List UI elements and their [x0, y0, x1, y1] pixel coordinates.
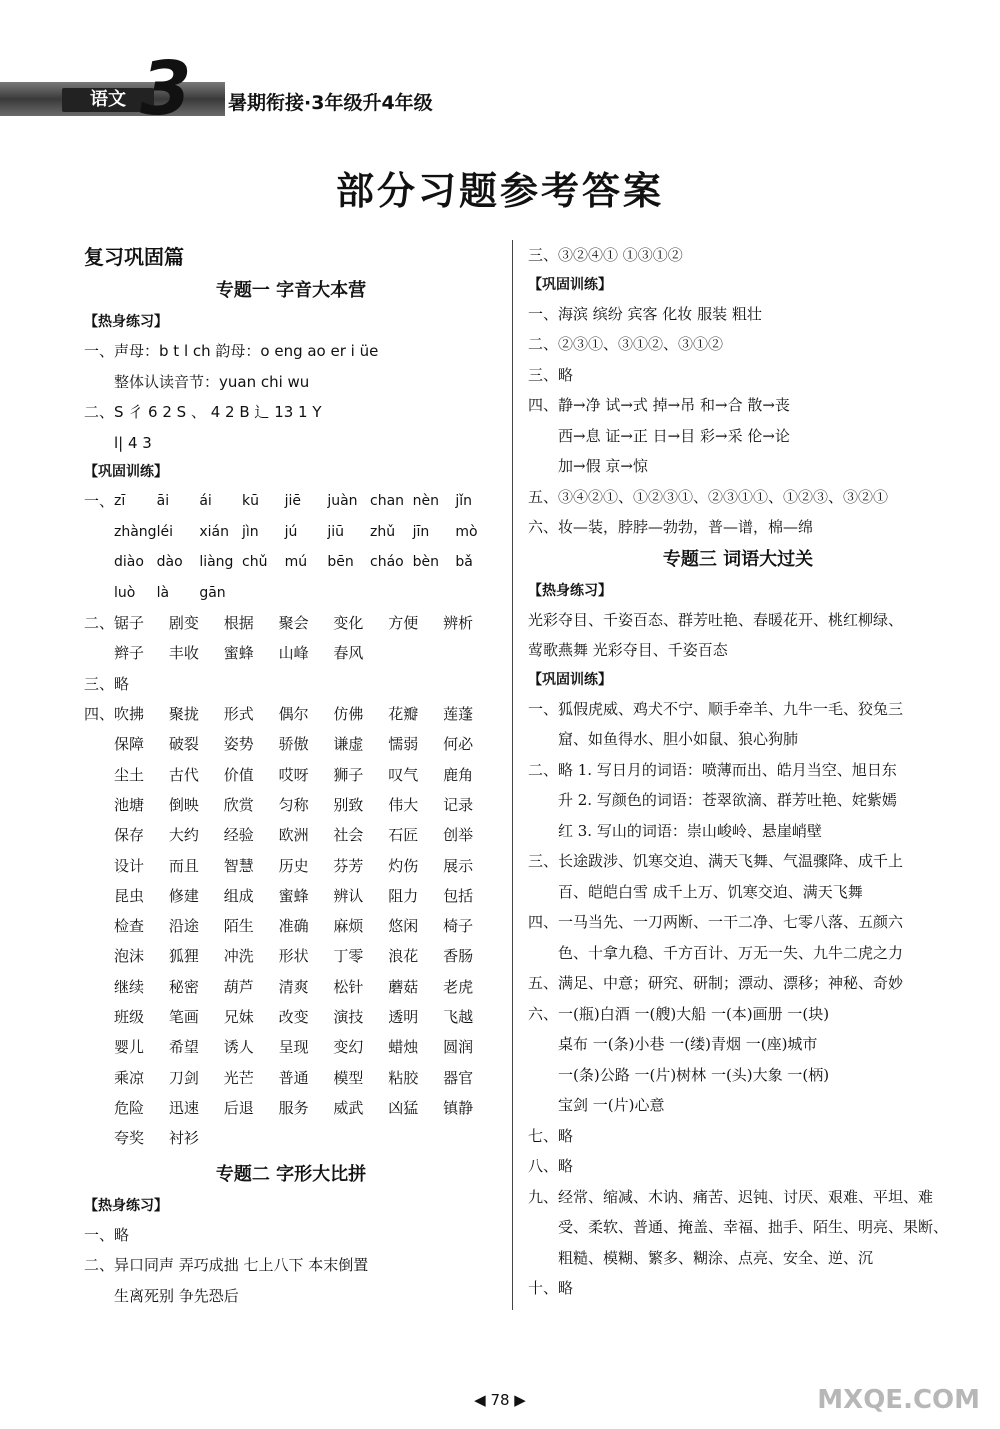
answer-line: 三、略	[84, 674, 130, 693]
word-grid	[84, 608, 498, 669]
word-item: 威武	[333, 1098, 364, 1117]
word-item: 香肠	[443, 947, 474, 966]
pinyin-item: chǔ	[242, 554, 268, 570]
subject-tag: 语文	[62, 88, 154, 112]
word-item: 姿势	[223, 735, 254, 754]
answer-line: 西→息 证→正 日→目 彩→采 伦→论	[558, 426, 790, 445]
word-item: 古代	[168, 765, 199, 784]
pinyin-item: kū	[242, 493, 259, 509]
pinyin-item: bēn	[327, 554, 354, 570]
word-item: 偶尔	[278, 705, 309, 724]
word-item: 鹿角	[443, 765, 474, 784]
answer-line: 四、静→净 试→式 掉→吊 和→合 散→丧	[528, 396, 790, 414]
word-item: 镇静	[443, 1098, 474, 1117]
answer-line: 八、略	[528, 1157, 574, 1175]
topic-heading: 专题一 字音大本营	[215, 280, 367, 301]
word-item: 呈现	[278, 1038, 309, 1057]
answer-line: 三、③②④① ①③①②	[528, 246, 683, 264]
word-item: 椅子	[443, 917, 474, 936]
subheading: 【巩固训练】	[528, 671, 612, 688]
word-item: 别致	[333, 795, 364, 814]
answer-line: 百、皑皑白雪 成千上万、饥寒交迫、满天飞舞	[558, 882, 863, 901]
word-item: 粘胶	[388, 1068, 419, 1087]
word-item: 莲蓬	[443, 705, 474, 724]
pinyin-item: mò	[455, 523, 478, 540]
word-item: 清爽	[278, 977, 309, 996]
answer-line: 六、一(瓶)白酒 一(艘)大船 一(本)画册 一(块)	[528, 1004, 830, 1023]
word-item: 昆虫	[114, 886, 145, 905]
word-item: 透明	[388, 1008, 419, 1027]
word-item: 变化	[333, 614, 364, 632]
answer-line: 七、略	[528, 1126, 574, 1145]
answer-line: 六、妆—装，脖脖—勃勃，普—谱，棉—绵	[528, 518, 814, 536]
answer-line: 一、狐假虎威、鸡犬不宁、顺手牵羊、九牛一毛、狡兔三	[528, 699, 904, 718]
word-item: 芬芳	[333, 856, 364, 875]
answer-line: 五、满足、中意；研究、研制；漂动、漂移；神秘、奇妙	[528, 974, 904, 992]
word-item: 叹气	[388, 765, 419, 784]
word-item: 灼伤	[388, 856, 419, 875]
word-item: 智慧	[223, 856, 254, 875]
answer-line: 二、S 彳 6 2 S 、 4 2 B 辶 13 1 Y	[84, 403, 322, 421]
word-item: 班级	[114, 1008, 145, 1027]
word-item: 保障	[114, 735, 145, 754]
pinyin-item: gān	[199, 584, 226, 601]
word-item: 蜜蜂	[223, 644, 254, 663]
pinyin-item: bèn	[412, 554, 440, 570]
word-item: 普通	[278, 1068, 309, 1087]
word-item: 形状	[278, 947, 309, 966]
answer-line: 五、③④②①、①②③①、②③①①、①②③、③②①	[528, 487, 889, 506]
answer-line: 色、十拿九稳、千方百计、万无一失、九牛二虎之力	[558, 943, 904, 962]
word-item: 辨析	[443, 614, 474, 632]
answer-line: 桌布 一(条)小巷 一(缕)青烟 一(座)城市	[558, 1035, 818, 1053]
word-item: 狮子	[333, 765, 364, 784]
word-item: 光芒	[223, 1068, 254, 1087]
word-item: 聚会	[278, 614, 309, 632]
word-item: 而且	[168, 856, 199, 875]
word-item: 破裂	[168, 735, 199, 754]
word-item: 池塘	[114, 795, 145, 814]
word-item: 飞越	[443, 1008, 474, 1027]
answer-line: 二、异口同声 弄巧成拙 七上八下 本末倒置	[84, 1256, 369, 1275]
word-item: 变幻	[333, 1038, 364, 1057]
word-item: 圆润	[443, 1038, 474, 1057]
word-item: 社会	[333, 826, 364, 845]
word-item: 花瓣	[388, 705, 419, 724]
word-item: 形式	[223, 705, 254, 724]
pinyin-item: dào	[156, 554, 183, 570]
answer-line: 生离死别 争先恐后	[114, 1286, 239, 1305]
word-item: 剧变	[168, 614, 199, 632]
answer-line: 一、海滨 缤纷 宾客 化妆 服装 粗壮	[528, 304, 762, 323]
word-item: 葫芦	[223, 977, 254, 996]
word-item: 记录	[443, 795, 474, 814]
word-item: 阻力	[388, 886, 419, 905]
word-item: 泡沫	[114, 947, 145, 966]
word-item: 修建	[168, 886, 199, 905]
word-item: 哎呀	[278, 765, 309, 784]
word-item: 改变	[278, 1008, 309, 1027]
word-item: 凶猛	[388, 1098, 419, 1117]
word-item: 欣赏	[223, 795, 254, 814]
pinyin-item: jiē	[284, 493, 302, 509]
word-item: 浪花	[388, 947, 419, 966]
word-item: 吹拂	[114, 705, 145, 724]
left-column	[84, 240, 498, 1311]
grade-number: 3	[140, 46, 192, 132]
header-subtitle: 暑期衔接·3年级升4年级	[228, 92, 433, 114]
word-item: 蜡烛	[388, 1038, 419, 1057]
word-item: 匀称	[278, 795, 309, 814]
word-item: 仿佛	[333, 705, 364, 724]
pinyin-item: mú	[284, 554, 308, 570]
word-item: 夸奖	[114, 1129, 145, 1148]
word-item: 迅速	[168, 1098, 199, 1117]
question-number: 一、	[84, 492, 115, 510]
answer-line: 光彩夺目、千姿百态、群芳吐艳、春暖花开、桃红柳绿、	[528, 610, 904, 629]
pinyin-item: zī	[114, 493, 126, 509]
pinyin-item: jiū	[327, 523, 344, 540]
word-item: 历史	[278, 856, 309, 875]
word-item: 聚拢	[168, 705, 199, 724]
column-divider	[512, 240, 513, 1310]
word-item: 倒映	[168, 795, 199, 814]
answer-line: 十、略	[528, 1279, 574, 1297]
word-item: 根据	[223, 614, 254, 632]
subheading: 【巩固训练】	[84, 464, 168, 480]
word-item: 春风	[333, 644, 364, 663]
word-item: 松针	[333, 977, 364, 996]
word-item: 锯子	[114, 614, 145, 632]
question-number: 四、	[84, 705, 115, 724]
answer-line: l| 4 3	[114, 433, 152, 452]
word-item: 方便	[388, 614, 419, 632]
pinyin-item: là	[156, 584, 170, 601]
word-item: 悠闲	[388, 917, 419, 936]
word-item: 演技	[333, 1008, 364, 1027]
word-item: 大约	[168, 826, 199, 845]
word-item: 辫子	[114, 644, 145, 663]
answer-line: 二、略 1. 写日月的词语：喷薄而出、皓月当空、旭日东	[528, 760, 897, 779]
word-item: 诱人	[223, 1038, 254, 1057]
word-item: 准确	[278, 917, 309, 936]
answer-line: 一、略	[84, 1225, 130, 1244]
answer-line: 九、经常、缩减、木讷、痛苦、迟钝、讨厌、艰难、平坦、难	[528, 1187, 934, 1206]
pinyin-item: xián	[199, 523, 229, 540]
word-item: 经验	[223, 826, 254, 845]
word-item: 欧洲	[278, 826, 309, 845]
word-item: 谦虚	[333, 735, 364, 754]
word-item: 后退	[223, 1098, 254, 1117]
answer-line: 二、②③①、③①②、③①②	[528, 335, 724, 353]
subheading: 【热身练习】	[84, 314, 168, 330]
word-item: 丁零	[333, 947, 364, 966]
word-item: 狐狸	[168, 947, 199, 966]
answer-line: 整体认读音节：yuan chi wu	[114, 372, 310, 391]
word-item: 笔画	[168, 1008, 199, 1027]
pinyin-item: zhǔ	[370, 523, 396, 540]
page-number: ◀ 78 ▶	[474, 1391, 526, 1409]
pinyin-item: liàng	[199, 554, 234, 570]
word-item: 陌生	[223, 917, 254, 936]
pinyin-item: chan	[370, 493, 405, 509]
word-item: 麻烦	[333, 917, 364, 936]
pinyin-item: cháo	[370, 554, 404, 570]
word-item: 蘑菇	[388, 977, 419, 996]
subheading: 【巩固训练】	[528, 276, 612, 293]
word-item: 尘土	[114, 765, 145, 784]
answer-line: 红 3. 写山的词语：崇山峻岭、悬崖峭壁	[558, 821, 822, 840]
answer-line: 三、略	[528, 365, 574, 384]
word-item: 刀剑	[168, 1068, 199, 1087]
word-item: 希望	[168, 1038, 199, 1057]
question-number: 二、	[84, 614, 115, 632]
word-item: 沿途	[168, 917, 199, 936]
word-item: 创举	[443, 826, 474, 845]
word-item: 骄傲	[278, 735, 309, 754]
word-item: 器官	[443, 1068, 474, 1087]
right-column	[528, 240, 948, 1304]
answer-line: 莺歌燕舞 光彩夺目、千姿百态	[528, 641, 728, 659]
word-item: 山峰	[278, 644, 309, 663]
pinyin-item: āi	[156, 493, 170, 509]
word-item: 设计	[114, 856, 145, 875]
answer-line: 粗糙、模糊、繁多、糊涂、点亮、安全、逆、沉	[558, 1248, 874, 1267]
pinyin-item: juàn	[327, 493, 358, 509]
word-item: 包括	[443, 886, 474, 905]
pinyin-item: diào	[114, 554, 144, 570]
word-item: 兄妹	[223, 1008, 254, 1027]
topic-heading: 专题三 词语大过关	[662, 548, 814, 570]
pinyin-item: léi	[156, 523, 174, 540]
pinyin-grid	[84, 486, 498, 608]
pinyin-item: jú	[284, 523, 298, 540]
word-item: 石匠	[388, 826, 419, 845]
answer-line: 四、一马当先、一刀两断、一干二净、七零八落、五颜六	[528, 913, 904, 931]
pinyin-item: nèn	[412, 493, 440, 509]
section-heading: 复习巩固篇	[84, 245, 184, 269]
word-item: 保存	[114, 826, 145, 845]
word-grid	[84, 699, 498, 1153]
pinyin-item: jìn	[242, 523, 259, 540]
word-item: 懦弱	[388, 735, 419, 754]
word-item: 秘密	[168, 977, 199, 996]
answer-line: 一(条)公路 一(片)树林 一(头)大象 一(柄)	[558, 1065, 830, 1084]
word-item: 老虎	[443, 977, 474, 996]
word-item: 检查	[114, 917, 145, 936]
word-item: 冲洗	[223, 947, 254, 966]
answer-line: 升 2. 写颜色的词语：苍翠欲滴、群芳吐艳、姹紫嫣	[558, 791, 897, 809]
pinyin-item: luò	[114, 584, 136, 601]
word-item: 展示	[443, 856, 474, 875]
word-item: 乘凉	[114, 1068, 145, 1087]
pinyin-item: jǐn	[455, 493, 472, 509]
word-item: 危险	[114, 1098, 145, 1117]
word-item: 何必	[443, 735, 474, 754]
word-item: 组成	[223, 886, 254, 905]
pinyin-item: jīn	[412, 523, 430, 540]
pinyin-item: zhàng	[114, 523, 157, 540]
topic-heading: 专题二 字形大比拼	[215, 1163, 367, 1185]
subheading: 【热身练习】	[84, 1197, 168, 1214]
answer-line: 受、柔软、普通、掩盖、幸福、拙手、陌生、明亮、果断、	[558, 1218, 948, 1236]
word-item: 辨认	[333, 886, 364, 905]
word-item: 服务	[278, 1098, 309, 1117]
answer-line: 宝剑 一(片)心意	[558, 1096, 665, 1114]
word-item: 继续	[114, 977, 145, 996]
answer-line: 三、长途跋涉、饥寒交迫、满天飞舞、气温骤降、成千上	[528, 852, 904, 870]
watermark: MXQE.COM	[817, 1385, 980, 1415]
subheading: 【热身练习】	[528, 582, 612, 599]
word-item: 婴儿	[114, 1038, 145, 1057]
word-item: 丰收	[168, 644, 199, 663]
answer-line: 一、声母：b t l ch 韵母：o eng ao er i üe	[84, 342, 379, 360]
word-item: 伟大	[388, 795, 419, 814]
pinyin-item: ái	[199, 493, 212, 509]
page-title: 部分习题参考答案	[335, 169, 664, 213]
word-item: 蜜蜂	[278, 886, 309, 905]
word-item: 衬衫	[168, 1129, 199, 1148]
answer-line: 加→假 京→惊	[558, 457, 648, 475]
pinyin-item: bǎ	[455, 554, 473, 570]
answer-line: 窟、如鱼得水、胆小如鼠、狼心狗肺	[558, 730, 799, 748]
word-item: 模型	[333, 1068, 364, 1087]
word-item: 价值	[223, 765, 254, 784]
